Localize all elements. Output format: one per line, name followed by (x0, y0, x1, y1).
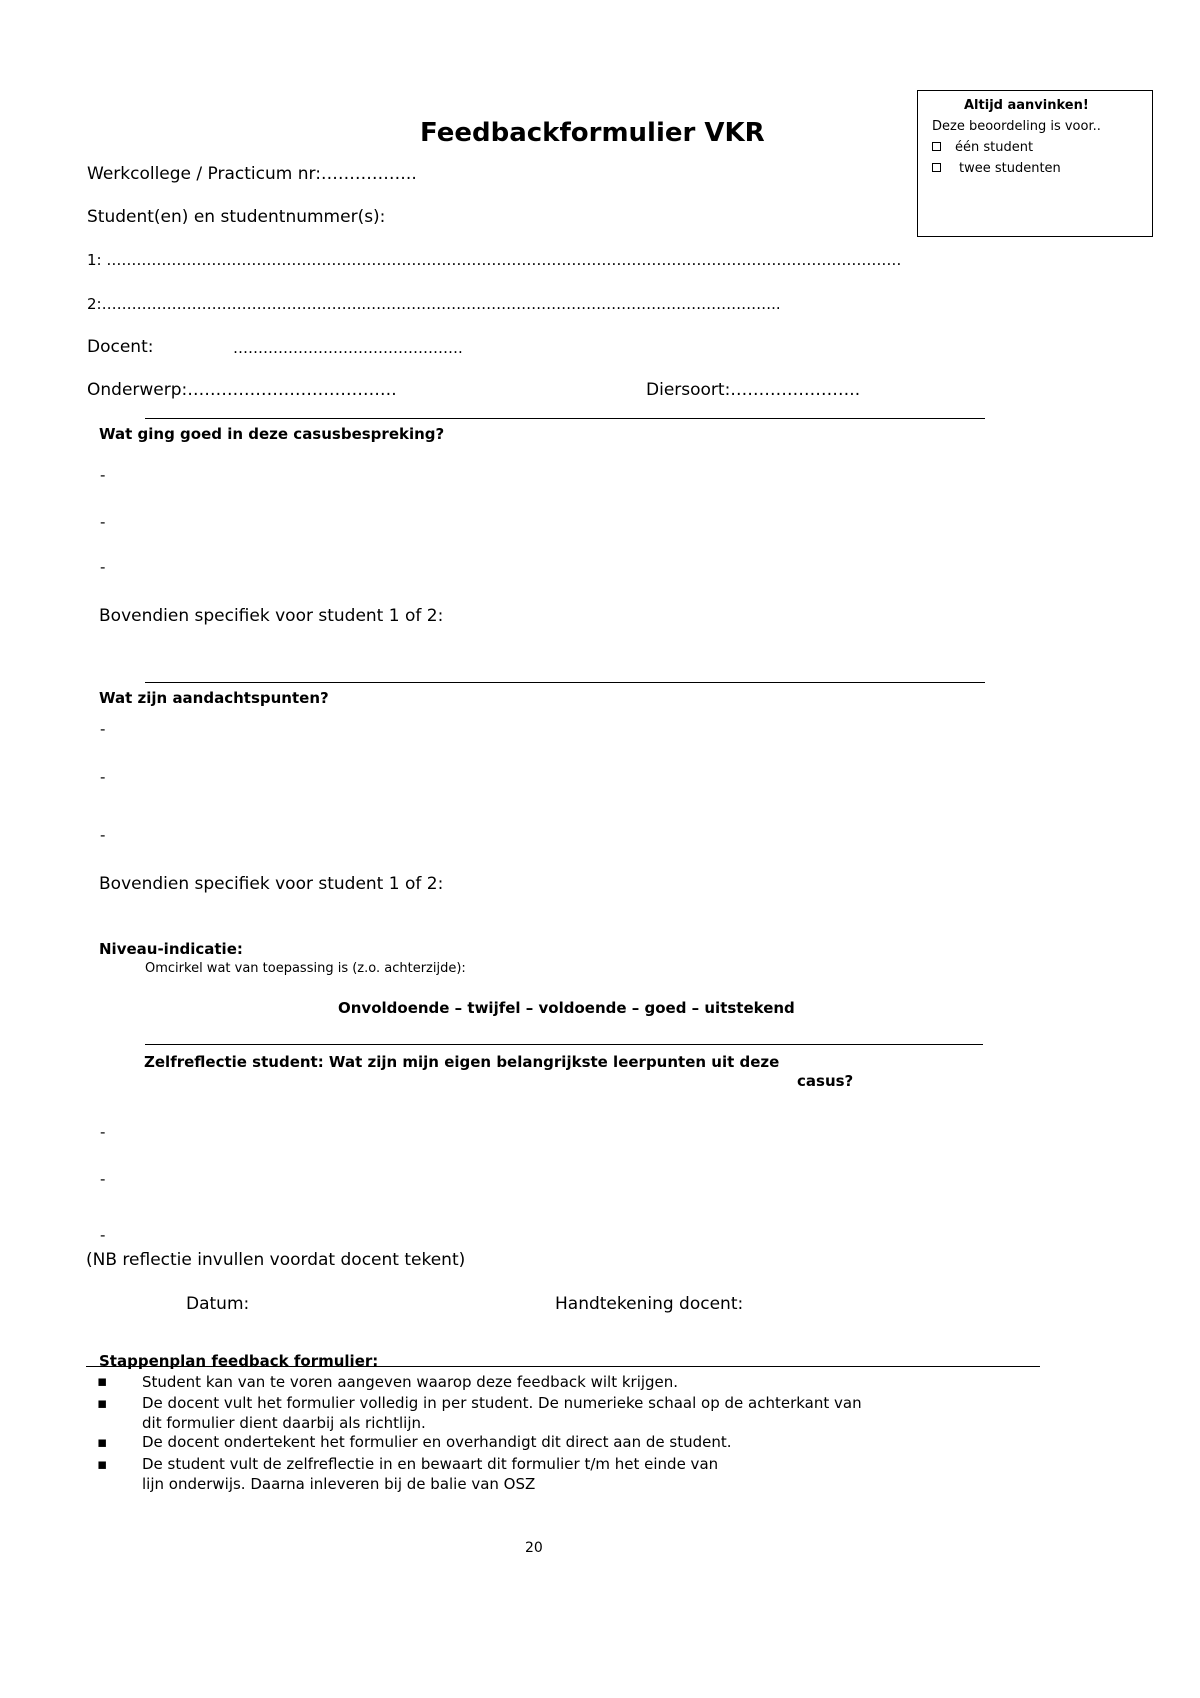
onderwerp-field[interactable]: Onderwerp:………………………………. (87, 380, 397, 400)
option-one-student[interactable]: één student (932, 140, 1033, 155)
niveau-scale[interactable]: Onvoldoende – twijfel – voldoende – goed – uitstekend (338, 999, 795, 1017)
dash-item: - (100, 1123, 106, 1141)
stappenplan-item: De student vult de zelfreflectie in en bewaart dit formulier t/m het einde van (142, 1455, 719, 1473)
section-heading-aandacht: Wat zijn aandachtspunten? (99, 689, 329, 707)
page-title: Feedbackformulier VKR (420, 118, 765, 148)
niveau-heading: Niveau-indicatie: (99, 940, 243, 958)
stappenplan-item-cont: lijn onderwijs. Daarna inleveren bij de balie van OSZ (142, 1475, 536, 1493)
dash-item: - (100, 1226, 106, 1244)
dash-item: - (100, 558, 106, 576)
divider-line (145, 682, 985, 683)
docent-field[interactable]: ………………………………………. (233, 339, 463, 357)
students-label: Student(en) en studentnummer(s): (87, 207, 386, 227)
checkbox-icon[interactable] (932, 163, 941, 172)
niveau-instruction: Omcirkel wat van toepassing is (z.o. achterzijde): (145, 961, 466, 976)
bullet-icon: ▪ (97, 1455, 108, 1473)
docent-label: Docent: (87, 337, 154, 357)
stappenplan-item-cont: dit formulier dient daarbij als richtlijn. (142, 1414, 426, 1432)
zelfreflectie-heading: Zelfreflectie student: Wat zijn mijn eigen belangrijkste leerpunten uit deze (144, 1053, 780, 1071)
dash-item: - (100, 768, 106, 786)
divider-line (145, 418, 985, 419)
student-1-field[interactable]: 1: …………………………………………………………………………………………………………………………………………… (87, 251, 902, 269)
stappenplan-item: De docent vult het formulier volledig in per student. De numerieke schaal op de achterkant van (142, 1394, 862, 1412)
checkbox-icon[interactable] (932, 142, 941, 151)
checkbox-box-subtitle: Deze beoordeling is voor.. (932, 119, 1101, 134)
reflectie-note: (NB reflectie invullen voordat docent tekent) (86, 1250, 466, 1270)
student-2-field[interactable]: 2:……………………………………………..……………………………………………………………………….. (87, 295, 781, 313)
divider-line (86, 1366, 1040, 1367)
divider-line (145, 1044, 983, 1045)
dash-item: - (100, 513, 106, 531)
assessment-type-box (917, 90, 1153, 237)
bullet-icon: ▪ (97, 1433, 108, 1451)
zelfreflectie-heading-cont: casus? (797, 1072, 854, 1090)
werkcollege-field[interactable]: Werkcollege / Practicum nr:…………….. (87, 164, 417, 184)
specifiek-label: Bovendien specifiek voor student 1 of 2: (99, 606, 444, 626)
bullet-icon: ▪ (97, 1394, 108, 1412)
dash-item: - (100, 1170, 106, 1188)
handtekening-label: Handtekening docent: (555, 1294, 744, 1314)
option-two-students[interactable]: twee studenten (932, 161, 1061, 176)
page-number: 20 (525, 1540, 543, 1556)
bullet-icon: ▪ (97, 1372, 108, 1390)
section-heading-goed: Wat ging goed in deze casusbespreking? (99, 425, 445, 443)
specifiek-label: Bovendien specifiek voor student 1 of 2: (99, 874, 444, 894)
dash-item: - (100, 720, 106, 738)
dash-item: - (100, 826, 106, 844)
dash-item: - (100, 466, 106, 484)
stappenplan-heading: Stappenplan feedback formulier: (99, 1352, 379, 1370)
stappenplan-item: Student kan van te voren aangeven waarop deze feedback wilt krijgen. (142, 1373, 679, 1391)
datum-label: Datum: (186, 1294, 250, 1314)
diersoort-field[interactable]: Diersoort:………………….. (646, 380, 861, 400)
checkbox-box-heading: Altijd aanvinken! (964, 98, 1089, 113)
stappenplan-item: De docent ondertekent het formulier en overhandigt dit direct aan de student. (142, 1433, 732, 1451)
